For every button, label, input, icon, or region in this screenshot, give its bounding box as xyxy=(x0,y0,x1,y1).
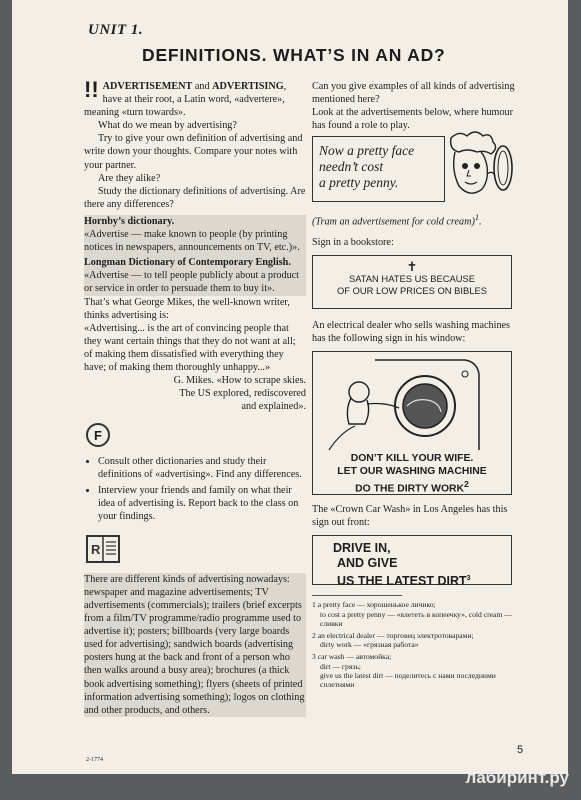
exclamation-icon: !! xyxy=(84,77,99,102)
car-footnote-ref: 3 xyxy=(466,575,471,583)
left-column xyxy=(84,77,306,717)
textbook-page xyxy=(12,0,568,774)
washing-machine-illustration xyxy=(315,354,511,454)
car-line-1: DRIVE IN, xyxy=(333,541,391,556)
footnote-3-a: 3 car wash — автомойка; xyxy=(312,652,392,662)
footnote-3-c: give us the latest dirt — поделитесь с нами последними сплетнями xyxy=(320,670,496,689)
definitions-block xyxy=(84,215,306,296)
book-icon-letter: R xyxy=(91,541,101,557)
footnote-3 xyxy=(312,652,524,689)
study-paragraph: Study the dictionary definitions of advertising. Are there any differences? xyxy=(84,185,306,210)
wash-footnote-ref: 2 xyxy=(464,479,469,490)
footnote-2 xyxy=(312,631,524,649)
task-item-dictionaries: • Consult other dictionaries and study their definitions of «advertising». Find any differences. xyxy=(98,455,306,481)
footnotes xyxy=(312,600,524,689)
intro-rest: , have at their root, a Latin word, «advertere», meaning «turn towards». xyxy=(84,81,287,119)
page-title: DEFINITIONS. WHAT’S IN AN AD? xyxy=(142,45,446,65)
carwash-sign xyxy=(312,535,512,589)
electrical-intro: An electrical dealer who sells washing machines has the following sign in his window: xyxy=(312,319,511,345)
footnote-1 xyxy=(312,600,524,628)
footnote-1-b: to cost a pretty penny — «влететь в копеечку», cold cream — сливки xyxy=(320,609,512,628)
examples-question: Can you give examples of all kinds of advertising mentioned here? xyxy=(312,81,515,106)
ad1-line-3: a pretty penny. xyxy=(319,175,399,191)
car-line-3: US THE LATEST DIRT xyxy=(337,574,467,589)
washing-machine-sign xyxy=(312,351,512,495)
task-item-interview: • Interview your friends and family on what their idea of advertising is. Report back to the class on your findings. xyxy=(98,484,306,523)
bible-line-2: OF OUR LOW PRICES ON BIBLES xyxy=(336,285,488,297)
bible-sign xyxy=(312,255,512,309)
caption-text: (Tram an advertisement for cold cream) xyxy=(312,216,475,228)
footnote-2-a: 2 an electrical dealer — торговец электротоварами; xyxy=(312,630,474,640)
cold-cream-ad-box xyxy=(312,136,445,202)
ad1-line-1: Now a pretty face xyxy=(319,143,415,159)
mikes-quote: «Advertising... is the art of convincing people that they want certain things that they do not want at all; of making them dissatisfied with everything they have; of making them thoroughly unhappy...» xyxy=(84,322,296,373)
print-code: 2-1774 xyxy=(86,757,103,763)
car-line-2: AND GIVE xyxy=(337,556,398,571)
task-list xyxy=(84,455,306,522)
longman-definition: «Advertise — to tell people publicly about a product or service in order to persuade them to buy it». xyxy=(84,270,300,295)
footnote-3-b: dirt — грязь; xyxy=(320,661,361,671)
hornby-title: Hornby’s dictionary. xyxy=(84,215,175,227)
ad1-line-2: needn’t cost xyxy=(319,159,384,175)
question-paragraph: What do we mean by advertising? xyxy=(98,120,237,132)
reading-book-icon xyxy=(86,535,120,563)
kinds-of-advertising-text: There are different kinds of advertising nowadays: newspaper and magazine advertisements; TV advertisements (commercials); trailers (brief excerpts from a film/TV programme/radio programme used to advertise it); posters; billboards (very large boards used for advertising); sandwich boards (advertising posters hung at the back and front of a person who then walks around a busy area); brochures (a thick book advertising something); flyers (sheets of printed information advertising something); logos on clothing and other products, and others. xyxy=(84,573,305,716)
intro-and: and xyxy=(192,81,213,92)
bible-line-1: SATAN HATES US BECAUSE xyxy=(348,272,476,284)
carwash-intro: The «Crown Car Wash» in Los Angeles has this sign out front: xyxy=(312,504,508,529)
longman-title: Longman Dictionary of Contemporary English. xyxy=(84,257,291,269)
alike-paragraph: Are they alike? xyxy=(98,172,161,184)
humour-intro: Look at the advertisements below, where humour has found a role to play. xyxy=(312,107,514,132)
wash-line-2: LET OUR WASHING MACHINE xyxy=(337,466,487,478)
cold-cream-ad xyxy=(312,136,524,206)
footnote-divider xyxy=(312,595,402,596)
intro-paragraph xyxy=(84,77,306,119)
find-out-icon: F xyxy=(86,423,110,447)
bookstore-intro: Sign in a bookstore: xyxy=(312,236,394,248)
term-advertising: ADVERTISING xyxy=(212,81,284,92)
cross-icon: ✝ xyxy=(406,258,418,274)
caption-footnote-ref: 1 xyxy=(474,212,480,223)
right-column xyxy=(312,80,524,692)
woman-face-illustration xyxy=(437,130,517,206)
term-advertisement: ADVERTISEMENT xyxy=(102,81,193,92)
cold-cream-caption: (Tram an advertisement for cold cream)$^1$. xyxy=(312,212,482,228)
hornby-definition: «Advertise — make known to people (by printing notices in newspapers, announcements on TV, etc.)». xyxy=(84,229,300,254)
washing-sign-text xyxy=(313,452,511,495)
watermark: лабиринт.ру xyxy=(465,768,569,787)
wash-line-1: DON’T KILL YOUR WIFE. xyxy=(350,453,474,465)
mikes-intro: That’s what George Mikes, the well-known writer, thinks advertising is: xyxy=(84,296,290,321)
mikes-source-3: and explained». xyxy=(241,401,306,413)
unit-label: UNIT 1. xyxy=(88,22,144,38)
task-paragraph: Try to give your own definition of advertising and write down your thoughts. Compare your notes with your partner. xyxy=(84,133,303,171)
footnote-2-b: dirty work — «грязная работа» xyxy=(320,640,419,650)
mikes-source-2: The US explored, rediscovered xyxy=(179,388,306,400)
page-number: 5 xyxy=(517,744,524,756)
wash-line-3: DO THE DIRTY WORK xyxy=(355,483,465,495)
footnote-1-a: 1 a pretty face — хорошенькое личико; xyxy=(312,600,436,610)
mikes-source-1: G. Mikes. «How to scrape skies. xyxy=(173,375,306,387)
